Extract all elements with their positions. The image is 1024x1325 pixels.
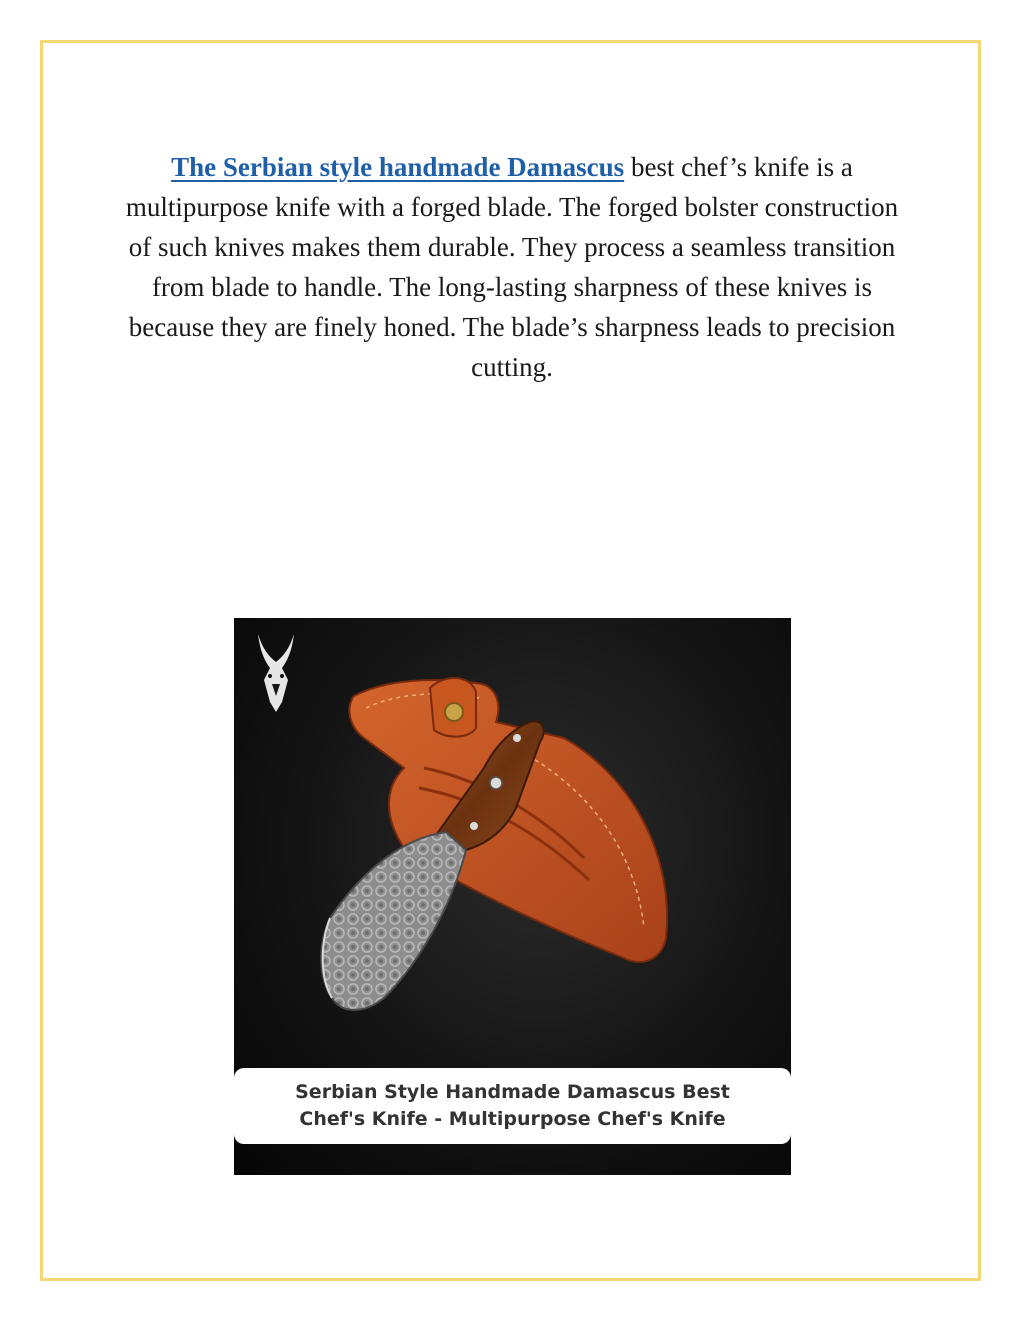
caption-box [234, 1068, 791, 1144]
product-link[interactable]: The Serbian style handmade Damascus [171, 152, 625, 182]
article-body-text: best chef’s knife is a multipurpose knife with a forged blade. The forged bolster construction of such knives makes them durable. They process a seamless transition from blade to handle. The long-lasting sharpness of these knives is because they are finely honed. The blade’s sharpness leads to precision cutting. [125, 152, 899, 382]
article-paragraph [115, 147, 909, 387]
knife-illustration [234, 618, 791, 1175]
product-image [234, 618, 791, 1175]
caption-line-1: Serbian Style Handmade Damascus Best [295, 1081, 730, 1103]
caption-line-2: Chef's Knife - Multipurpose Chef's Knife [299, 1108, 726, 1130]
